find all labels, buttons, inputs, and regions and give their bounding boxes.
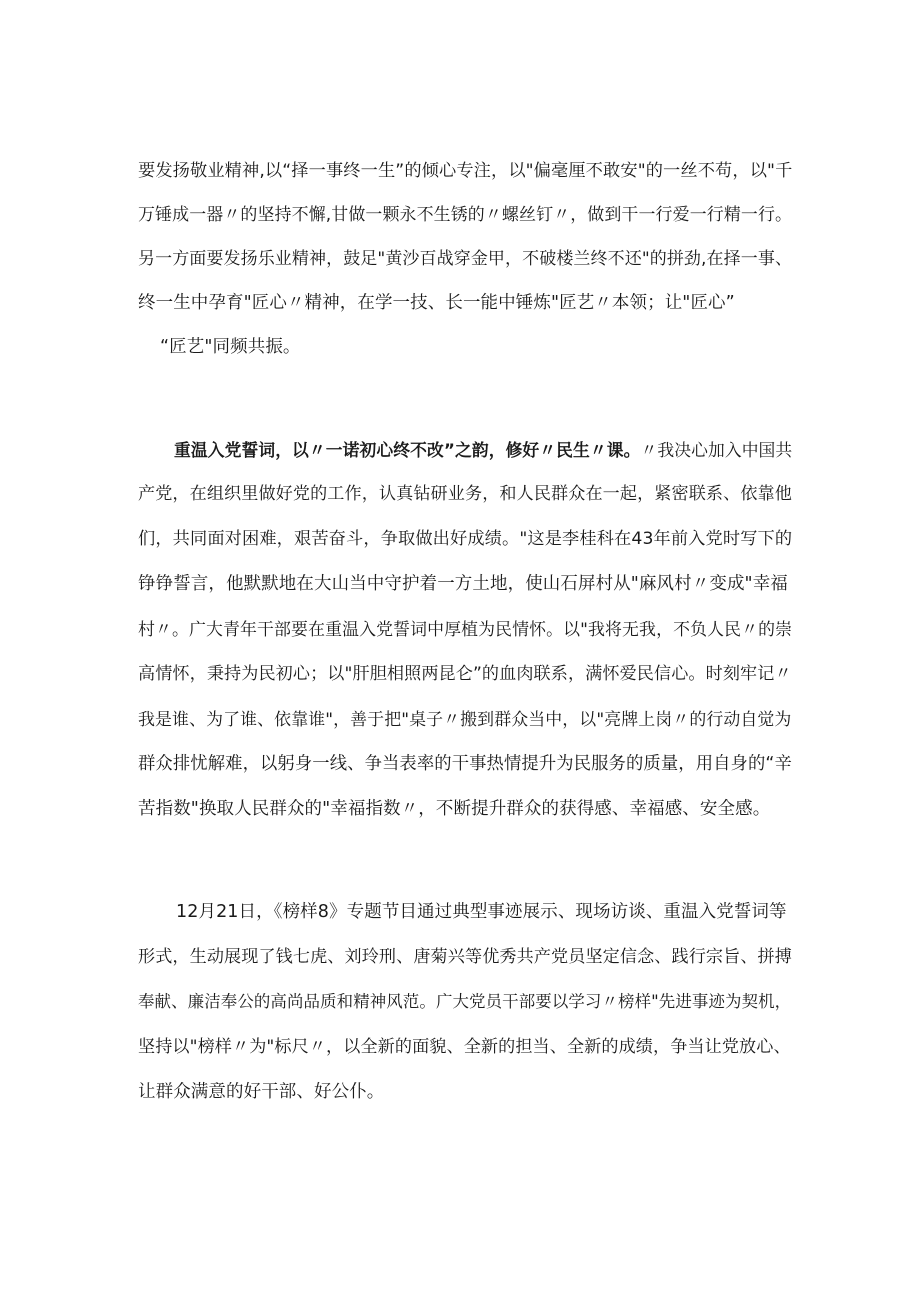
text-line: 让群众满意的好干部、好公仆。 <box>138 1082 385 1102</box>
paragraph-heading: 重温入党誓词，以〃一诺初心终不改”之韵，修好〃民生〃课。 <box>174 440 641 460</box>
text-line: 苦指数"换取人民群众的"幸福指数〃，不断提升群众的获得感、幸福感、安全感。 <box>138 799 771 819</box>
text-line: 万锤成一器〃的坚持不懈,甘做一颗永不生锈的〃螺丝钉〃，做到干一行爱一行精一行。 <box>138 205 793 225</box>
text-line-lead <box>174 438 792 462</box>
text-line: 另一方面要发扬乐业精神，鼓足"黄沙百战穿金甲，不破楼兰终不还"的拼劲,在择一事、 <box>138 249 793 269</box>
text-line: 们，共同面对困难，艰苦奋斗，争取做出好成绩。"这是李桂科在43年前入党时写下的 <box>138 529 793 549</box>
text-line: 铮铮誓言，他默默地在大山当中守护着一方土地，使山石屏村从"麻风村〃变成"幸福 <box>138 574 788 594</box>
text-line: 高情怀，秉持为民初心；以"肝胆相照两昆仑”的血肉联系，满怀爱民信心。时刻牢记〃 <box>138 664 792 684</box>
paragraph-heading-tail: 〃我决心加入中国共 <box>640 440 793 460</box>
text-line: 终一生中孕育"匠心〃精神，在学一技、长一能中锤炼"匠艺〃本领；让"匠心” <box>138 293 735 313</box>
text-line: 产党，在组织里做好党的工作，认真钻研业务，和人民群众在一起，紧密联系、依靠他 <box>138 484 792 504</box>
text-line: 形式，生动展现了钱七虎、刘玲刑、唐菊兴等优秀共产党员坚定信念、践行宗旨、拼搏 <box>138 947 792 967</box>
text-line: 12月21日，《榜样8》专题节目通过典型事迹展示、现场访谈、重温入党誓词等 <box>176 902 787 922</box>
text-line: 群众排忧解难，以躬身一线、争当表率的干事热情提升为民服务的质量，用自身的“辛 <box>138 754 792 774</box>
text-line: 坚持以"榜样〃为"标尺〃，以全新的面貌、全新的担当、全新的成绩，争当让党放心、 <box>138 1037 791 1057</box>
text-line: 奉献、廉洁奉公的高尚品质和精神风范。广大党员干部要以学习〃榜样"先进事迹为契机， <box>138 992 792 1011</box>
text-line: 我是谁、为了谁、依靠谁"，善于把"桌子〃搬到群众当中，以"亮牌上岗〃的行动自觉为 <box>138 709 792 729</box>
text-line: 村〃。广大青年干部要在重温入党誓词中厚植为民情怀。以"我将无我，不负人民〃的崇 <box>138 619 793 639</box>
text-line: “匠艺"同频共振。 <box>160 337 301 357</box>
text-line: 要发扬敬业精神,以“择一事终一生”的倾心专注，以"偏毫厘不敢安"的一丝不苟，以"千 <box>138 161 793 181</box>
